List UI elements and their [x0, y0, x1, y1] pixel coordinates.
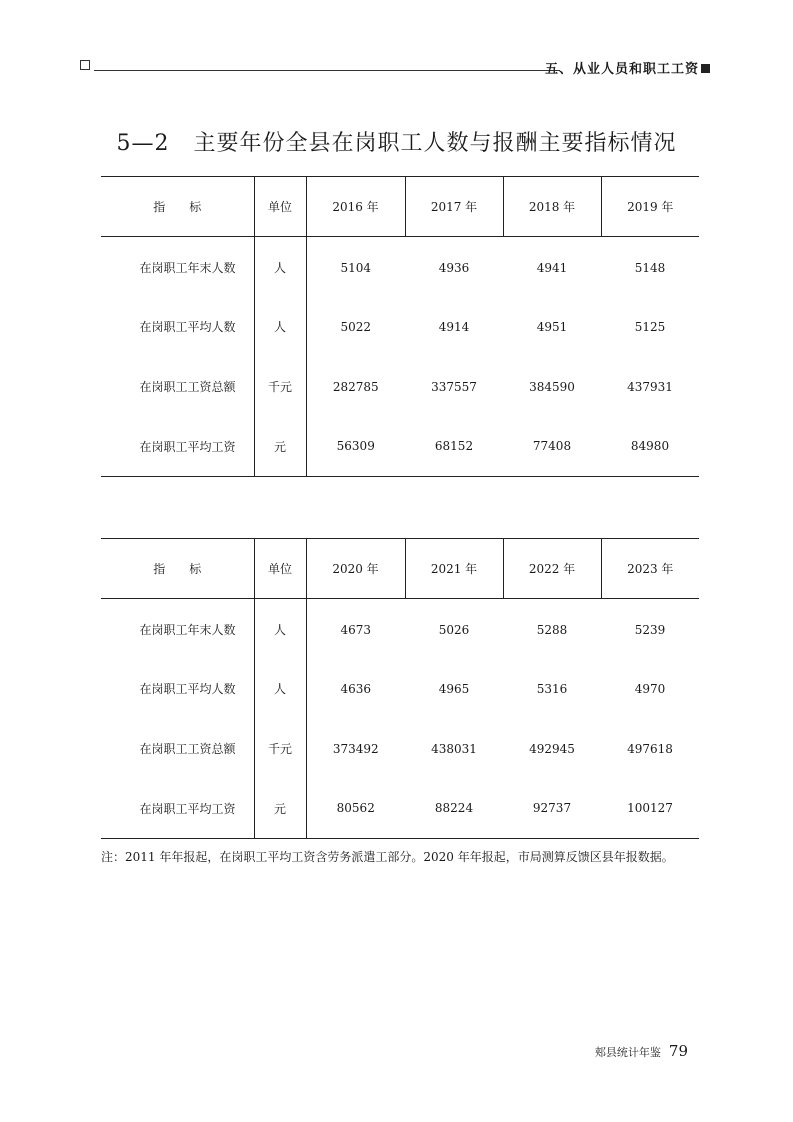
- column-header-indicator: 指 标: [101, 177, 254, 237]
- value-cell: 68152: [405, 417, 503, 477]
- value-cell: 4914: [438, 319, 470, 334]
- column-header-year: 2016 年: [306, 177, 405, 237]
- table-row: [101, 297, 699, 357]
- table-number: 5—2: [116, 131, 170, 156]
- column-header-year: 2022 年: [503, 539, 601, 599]
- data-table-2020-2023: [101, 538, 699, 839]
- value-cell: 384590: [529, 379, 575, 394]
- column-header-year: 2021 年: [405, 539, 503, 599]
- value-cell: 373492: [306, 719, 405, 779]
- value-cell: 5125: [634, 319, 666, 334]
- data-table-2016-2019: [101, 176, 699, 477]
- value-cell: 84980: [601, 417, 699, 477]
- value-cell: 4936: [438, 260, 470, 275]
- value-cell: 497618: [627, 741, 673, 756]
- table-title: 主要年份全县在岗职工人数与报酬主要指标情况: [193, 131, 677, 156]
- unit-cell: 千元: [254, 719, 306, 779]
- indicator-cell: 在岗职工平均人数: [139, 682, 236, 696]
- table-row: [101, 417, 699, 477]
- value-cell: 56309: [306, 417, 405, 477]
- column-header-unit: 单位: [254, 539, 306, 599]
- value-cell: 92737: [503, 779, 601, 839]
- indicator-cell: 在岗职工工资总额: [139, 742, 236, 756]
- value-cell: 5316: [536, 681, 568, 696]
- running-header: [80, 58, 710, 76]
- table-header-row: [101, 539, 699, 599]
- value-cell: 4965: [438, 681, 470, 696]
- value-cell: 4951: [536, 319, 568, 334]
- unit-cell: 元: [254, 417, 306, 477]
- value-cell: 77408: [503, 417, 601, 477]
- square-outline-icon: [80, 60, 90, 70]
- column-header-year: 2019 年: [601, 177, 699, 237]
- value-cell: 4673: [306, 599, 405, 659]
- column-header-year: 2017 年: [405, 177, 503, 237]
- table-row: [101, 779, 699, 839]
- indicator-cell: 在岗职工工资总额: [139, 380, 236, 394]
- value-cell: 100127: [601, 779, 699, 839]
- value-cell: 438031: [431, 741, 477, 756]
- indicator-cell: 在岗职工平均工资: [101, 417, 254, 477]
- value-cell: 282785: [306, 357, 405, 417]
- column-header-year: 2020 年: [306, 539, 405, 599]
- value-cell: 492945: [529, 741, 575, 756]
- book-title: 郏县统计年鉴: [594, 1046, 661, 1059]
- table-row: [101, 237, 699, 297]
- value-cell: 5104: [306, 237, 405, 297]
- unit-cell: 人: [254, 659, 306, 719]
- table-header-row: [101, 177, 699, 237]
- unit-cell: 人: [254, 599, 306, 659]
- value-cell: 5148: [634, 260, 666, 275]
- table-row: [101, 599, 699, 659]
- header-rule: [94, 70, 560, 71]
- table-row: [101, 659, 699, 719]
- value-cell: 80562: [306, 779, 405, 839]
- column-header-year: 2023 年: [601, 539, 699, 599]
- value-cell: 5022: [306, 297, 405, 357]
- column-header-year: 2018 年: [503, 177, 601, 237]
- table-note: 注：2011 年年报起，在岗职工平均工资含劳务派遣工部分。2020 年年报起，市局测算反馈区县年报数据。: [101, 850, 674, 864]
- indicator-cell: 在岗职工年末人数: [139, 261, 236, 276]
- indicator-cell: 在岗职工平均人数: [139, 320, 236, 334]
- page-footer: [595, 1042, 688, 1060]
- indicator-cell: 在岗职工年末人数: [139, 623, 236, 638]
- unit-cell: 千元: [254, 357, 306, 417]
- value-cell: 5239: [634, 622, 666, 637]
- value-cell: 4941: [536, 260, 568, 275]
- table-row: [101, 719, 699, 779]
- value-cell: 5288: [536, 622, 568, 637]
- unit-cell: 人: [254, 297, 306, 357]
- indicator-cell: 在岗职工平均工资: [101, 779, 254, 839]
- value-cell: 4970: [634, 681, 666, 696]
- column-header-unit: 单位: [254, 177, 306, 237]
- column-header-indicator: 指 标: [101, 539, 254, 599]
- value-cell: 88224: [405, 779, 503, 839]
- value-cell: 4636: [306, 659, 405, 719]
- unit-cell: 元: [254, 779, 306, 839]
- value-cell: 437931: [627, 379, 673, 394]
- value-cell: 5026: [438, 622, 470, 637]
- value-cell: 337557: [431, 379, 477, 394]
- page-number: 79: [668, 1042, 688, 1060]
- table-row: [101, 357, 699, 417]
- unit-cell: 人: [254, 237, 306, 297]
- section-title: 五、从业人员和职工工资: [545, 58, 710, 77]
- page-title: [0, 126, 793, 157]
- black-square-icon: [701, 64, 710, 73]
